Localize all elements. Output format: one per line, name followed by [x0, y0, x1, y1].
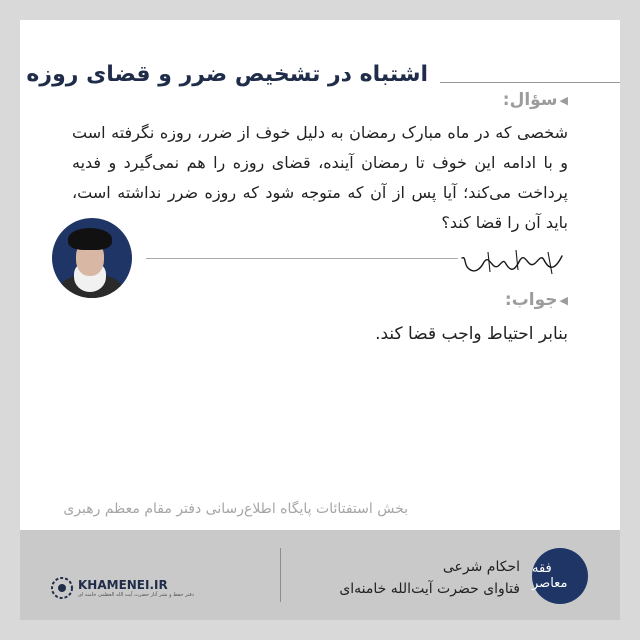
footer-divider — [280, 548, 281, 602]
feqh-logo-badge — [532, 548, 588, 604]
badge-text: فقه معاصر — [532, 561, 568, 591]
answer-label — [505, 290, 568, 310]
triangle-left-icon: ◀ — [559, 293, 568, 307]
footer-caption — [339, 556, 520, 600]
answer-text: بنابر احتیاط واجب قضا کند. — [375, 324, 568, 344]
page-title: اشتباه در تشخیص ضرر و قضای روزه — [26, 62, 428, 87]
footer-line-1: احکام شرعی — [442, 559, 520, 575]
triangle-left-icon: ◀ — [559, 93, 568, 107]
question-label-text: سؤال: — [502, 90, 558, 110]
question-label — [503, 90, 568, 110]
brand-name: KHAMENEI.IR — [78, 578, 168, 592]
footer-bar — [20, 530, 620, 620]
title-divider — [440, 82, 620, 83]
question-text: شخصی که در ماه مبارک رمضان به دلیل خوف از ضرر، روزه نگرفته است و با ادامه این خوف تا رمضان آینده، قضای روزه را هم نمی‌گیرد و فدیه پرداخت می‌کند؛ آیا پس از آن که متوجه شود که روزه ضرر نداشته است، باید آن را قضا کند؟ — [72, 123, 568, 232]
content-card — [20, 20, 620, 620]
leader-portrait — [52, 218, 132, 298]
signature-divider — [146, 258, 458, 259]
source-text: بخش استفتائات پایگاه اطلاع‌رسانی دفتر مقام معظم رهبری — [63, 501, 408, 517]
portrait-turban — [68, 228, 112, 250]
signature-image — [458, 246, 568, 280]
brand-subtitle: دفتر حفظ و نشر آثار حضرت آیت الله العظمی خامنه ای — [78, 592, 194, 598]
khamenei-logo-icon — [50, 576, 74, 600]
answer-label-text: جواب: — [504, 290, 558, 310]
footer-line-2: فتاوای حضرت آیت‌الله خامنه‌ای — [339, 581, 520, 597]
